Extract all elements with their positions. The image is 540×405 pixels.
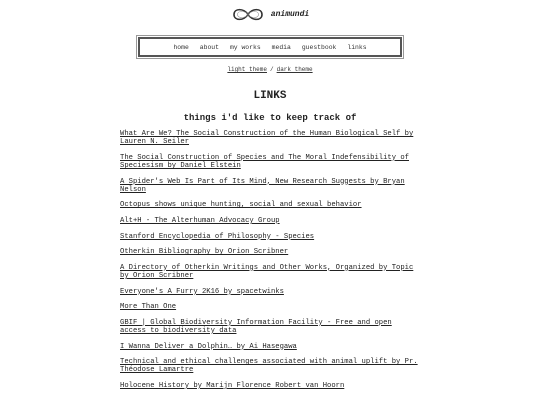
link[interactable]: Everyone's A Furry 2K16 by spacetwinks — [120, 287, 284, 296]
list-item — [120, 248, 420, 256]
link[interactable]: Otherkin Bibliography by Orion Scribner — [120, 248, 289, 257]
list-item — [120, 178, 420, 194]
link[interactable]: Alt+H - The Alterhuman Advocacy Group — [120, 216, 280, 225]
list-item — [120, 201, 420, 209]
page-subtitle: things i'd like to keep track of — [183, 113, 357, 123]
theme-separator: / — [269, 66, 274, 73]
link[interactable]: Holocene History by Marijn Florence Robert van Hoorn — [120, 381, 345, 390]
list-item — [120, 303, 420, 311]
list-item — [120, 264, 420, 280]
list-item — [120, 288, 420, 296]
link[interactable]: Stanford Encyclopedia of Philosophy - Species — [120, 232, 315, 241]
link[interactable]: GBIF | Global Biodiversity Information Facility - Free and open access to biodiversity data — [120, 318, 392, 335]
theme-switcher — [0, 66, 540, 73]
link[interactable]: A Directory of Otherkin Writings and Other Works, Organized by Topic by Orion Scribner — [120, 263, 414, 280]
nav-item-my-works[interactable]: my works — [229, 43, 261, 51]
link[interactable]: The Social Construction of Species and The Moral Indefensibility of Speciesism by Daniel Elstein — [120, 153, 409, 170]
list-item — [120, 233, 420, 241]
nav-item-media[interactable]: media — [271, 43, 291, 51]
link[interactable]: I Wanna Deliver a Dolphin… by Ai Hasegawa — [120, 342, 297, 351]
list-item — [120, 319, 420, 335]
nav-item-links[interactable]: links — [347, 43, 367, 51]
site-header — [0, 6, 540, 23]
dark-theme-link[interactable]: dark theme — [276, 66, 313, 73]
link[interactable]: What Are We? The Social Construction of the Human Biological Self by Lauren N. Seiler — [120, 130, 414, 147]
nav-item-home[interactable]: home — [173, 43, 189, 51]
list-item — [120, 130, 420, 146]
link[interactable]: Technical and ethical challenges associated with animal uplift by Pr. Théodose Lamartre — [120, 358, 418, 375]
page-title: LINKS — [253, 90, 287, 102]
nav-item-about[interactable]: about — [199, 43, 219, 51]
list-item — [120, 343, 420, 351]
main-nav — [138, 37, 402, 57]
link[interactable]: Octopus shows unique hunting, social and sexual behavior — [120, 201, 362, 210]
site-name[interactable]: animundi — [270, 10, 310, 19]
link[interactable]: A Spider's Web Is Part of Its Mind, New Research Suggests by Bryan Nelson — [120, 177, 405, 194]
nav-item-guestbook[interactable]: guestbook — [301, 43, 337, 51]
light-theme-link[interactable]: light theme — [227, 66, 267, 73]
links-list — [120, 130, 420, 398]
link[interactable]: More Than One — [120, 303, 177, 312]
infinity-icon[interactable] — [231, 6, 265, 23]
list-item — [120, 382, 420, 390]
list-item — [120, 154, 420, 170]
list-item — [120, 358, 420, 374]
list-item — [120, 217, 420, 225]
